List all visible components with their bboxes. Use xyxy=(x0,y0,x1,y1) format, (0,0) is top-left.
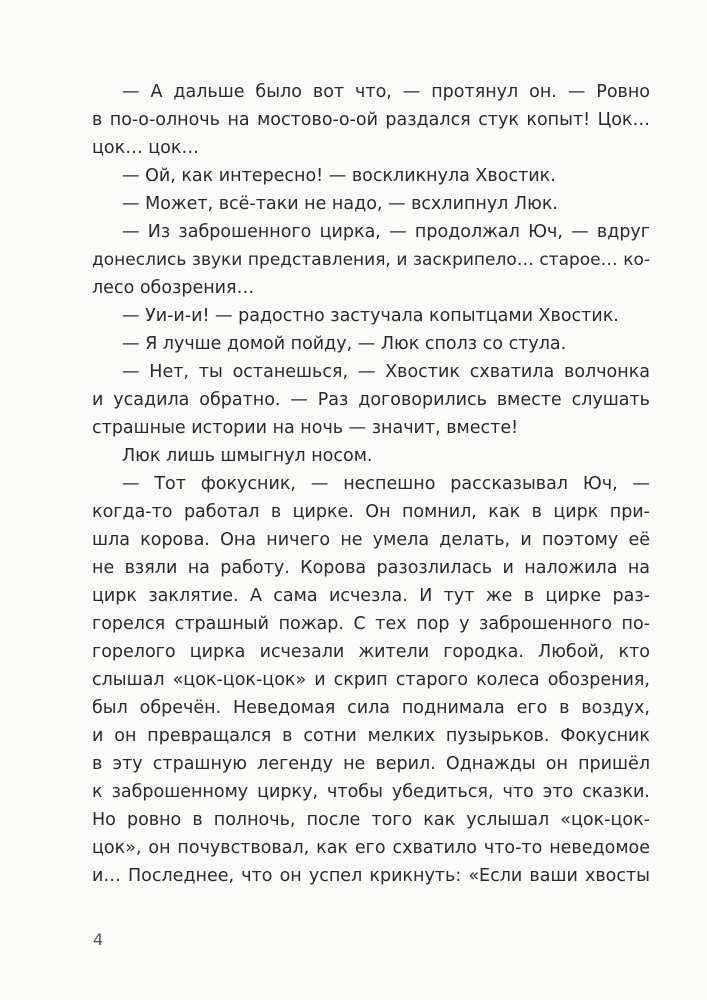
text-line: слышал «цок-цок-цок» и скрип старого колеса обозрения, xyxy=(92,670,650,690)
text-line: — Уи-и-и! — радостно застучала копытцами Хвостик. xyxy=(122,306,619,326)
text-line: был обречён. Неведомая сила поднимала его в воздух, xyxy=(92,698,650,718)
text-line: Люк лишь шмыгнул носом. xyxy=(122,446,373,466)
text-line: — Я лучше домой пойду, — Люк сполз со стула. xyxy=(122,334,567,354)
text-line: в по-о-олночь на мостово-о-ой раздался стук копыт! Цок… xyxy=(92,110,650,130)
text-line: цирк заклятие. А сама исчезла. И тут же в цирке раз- xyxy=(92,586,650,606)
text-line: горелся страшный пожар. С тех пор у заброшенного по- xyxy=(92,614,650,634)
text-line: не взяли на работу. Корова разозлилась и наложила на xyxy=(92,558,650,578)
text-line: цок», он почувствовал, как его схватило что-то неведомое xyxy=(92,838,650,858)
text-line: шла корова. Она ничего не умела делать, и поэтому её xyxy=(92,530,650,550)
text-line: когда-то работал в цирке. Он помнил, как в цирк при- xyxy=(92,502,650,522)
text-line: — Из заброшенного цирка, — продолжал Юч, — вдруг xyxy=(122,222,650,242)
text-line: — Нет, ты останешься, — Хвостик схватила волчонка xyxy=(122,362,650,382)
text-line: страшные истории на ночь — значит, вместе! xyxy=(92,418,519,438)
text-line: — Тот фокусник, — неспешно рассказывал Юч, — xyxy=(122,474,650,494)
text-line: лесо обозрения… xyxy=(92,278,255,298)
page-number: 4 xyxy=(93,930,104,949)
text-line: донеслись звуки представления, и заскрипело… старое… ко- xyxy=(92,250,650,270)
text-line: — Может, всё-таки не надо, — всхлипнул Люк. xyxy=(122,194,558,214)
text-line: и… Последнее, что он успел крикнуть: «Если ваши хвосты xyxy=(92,866,650,886)
text-line: Но ровно в полночь, после того как услышал «цок-цок- xyxy=(92,810,650,830)
text-line: и усадила обратно. — Раз договорились вместе слушать xyxy=(92,390,650,410)
text-line: цок… цок… xyxy=(92,138,199,158)
text-line: — А дальше было вот что, — протянул он. — Ровно xyxy=(122,82,650,102)
text-line: и он превращался в сотни мелких пузырьков. Фокусник xyxy=(92,726,650,746)
text-line: в эту страшную легенду не верил. Однажды он пришёл xyxy=(92,754,650,774)
text-line: к заброшенному цирку, чтобы убедиться, что это сказки. xyxy=(92,782,650,802)
text-line: — Ой, как интересно! — воскликнула Хвостик. xyxy=(122,166,556,186)
text-line: горелого цирка исчезали жители городка. Любой, кто xyxy=(92,642,650,662)
